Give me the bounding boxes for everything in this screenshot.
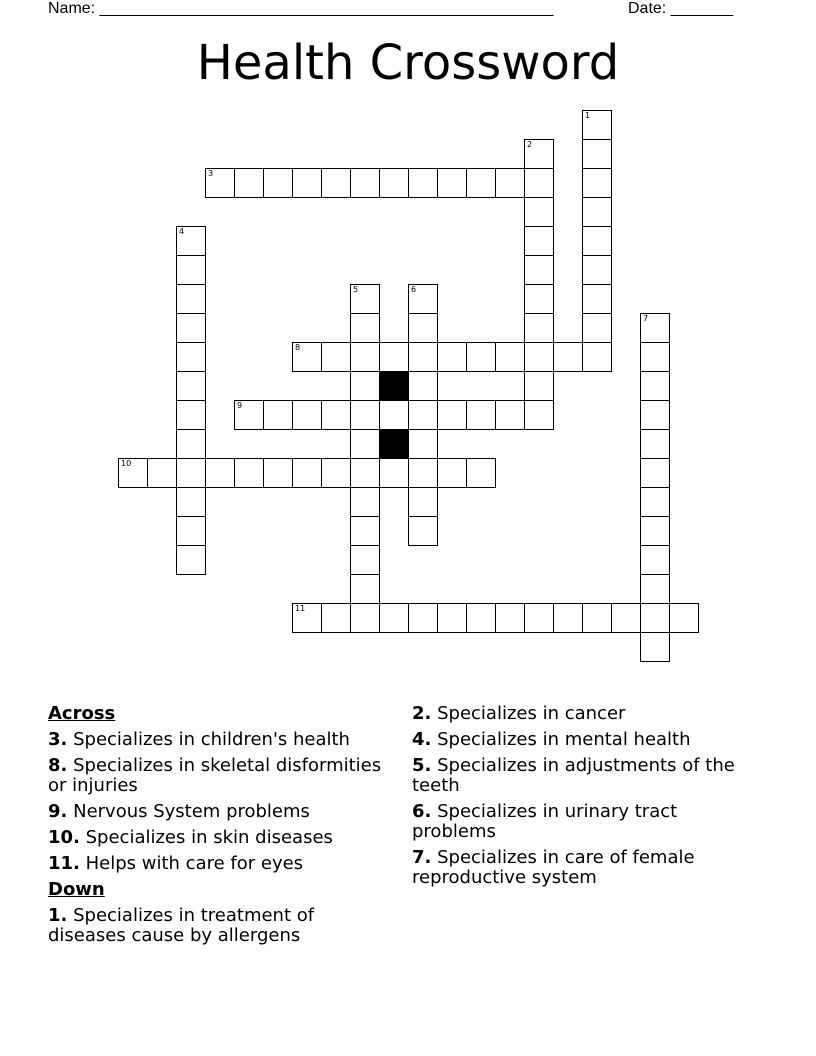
crossword-cell[interactable] [524, 255, 554, 285]
crossword-cell[interactable] [466, 458, 496, 488]
crossword-cell[interactable] [582, 226, 612, 256]
crossword-cell[interactable] [176, 487, 206, 517]
crossword-cell[interactable] [640, 342, 670, 372]
crossword-cell[interactable] [553, 342, 583, 372]
crossword-cell[interactable] [176, 284, 206, 314]
clue-item-text: Specializes in cancer [437, 703, 626, 724]
clue-item-number: 9. [48, 801, 68, 822]
crossword-cell[interactable] [234, 458, 264, 488]
crossword-cell[interactable] [495, 168, 525, 198]
crossword-cell[interactable] [350, 516, 380, 546]
crossword-cell[interactable] [466, 342, 496, 372]
clue-item [412, 730, 752, 750]
crossword-cell[interactable] [350, 458, 380, 488]
crossword-cell[interactable] [205, 168, 235, 198]
crossword-cell[interactable] [263, 168, 293, 198]
crossword-cell[interactable] [524, 139, 554, 169]
crossword-cell[interactable] [350, 400, 380, 430]
crossword-cell[interactable] [350, 313, 380, 343]
crossword-cell[interactable] [524, 342, 554, 372]
crossword-cell[interactable] [582, 168, 612, 198]
crossword-cell[interactable] [582, 603, 612, 633]
crossword-cell[interactable] [640, 632, 670, 662]
clues-column-right [412, 704, 752, 894]
crossword-cell[interactable] [640, 458, 670, 488]
clue-item-text: Specializes in children's health [73, 729, 350, 750]
clue-item-text: Specializes in skeletal disformities or injuries [48, 755, 382, 796]
clue-item [412, 848, 752, 888]
crossword-cell[interactable] [321, 342, 351, 372]
clue-item-number: 5. [412, 755, 432, 776]
crossword-cell[interactable] [292, 400, 322, 430]
crossword-cell[interactable] [292, 458, 322, 488]
crossword-cell[interactable] [263, 458, 293, 488]
crossword-cell[interactable] [350, 342, 380, 372]
date-field[interactable]: Date: _______ [628, 0, 733, 17]
crossword-cell[interactable] [350, 487, 380, 517]
crossword-cell[interactable] [524, 226, 554, 256]
black-cell [379, 371, 409, 401]
name-field[interactable]: Name: ___________________________________________________ [48, 0, 554, 17]
crossword-cell[interactable] [321, 603, 351, 633]
crossword-cell[interactable] [437, 603, 467, 633]
clue-number: 4 [179, 227, 185, 236]
crossword-cell[interactable] [582, 197, 612, 227]
clue-item-text: Nervous System problems [73, 801, 310, 822]
clue-number: 8 [295, 343, 301, 352]
clue-item-text: Specializes in skin diseases [85, 827, 333, 848]
crossword-cell[interactable] [524, 371, 554, 401]
crossword-cell[interactable] [524, 400, 554, 430]
clue-number: 5 [353, 285, 359, 294]
clue-number: 7 [643, 314, 649, 323]
crossword-cell[interactable] [524, 603, 554, 633]
crossword-cell[interactable] [466, 168, 496, 198]
crossword-cell[interactable] [118, 458, 148, 488]
clue-item [48, 802, 393, 822]
crossword-cell[interactable] [350, 429, 380, 459]
crossword-cell[interactable] [582, 342, 612, 372]
crossword-cell[interactable] [524, 284, 554, 314]
crossword-cell[interactable] [408, 458, 438, 488]
crossword-cell[interactable] [408, 516, 438, 546]
crossword-cell[interactable] [524, 168, 554, 198]
black-cell [379, 429, 409, 459]
clue-item [48, 906, 393, 946]
crossword-cell[interactable] [176, 371, 206, 401]
crossword-cell[interactable] [321, 400, 351, 430]
crossword-cell[interactable] [176, 400, 206, 430]
crossword-cell[interactable] [582, 255, 612, 285]
crossword-cell[interactable] [176, 545, 206, 575]
crossword-cell[interactable] [495, 400, 525, 430]
clue-number: 10 [121, 459, 132, 468]
crossword-cell[interactable] [321, 168, 351, 198]
clue-item-text: Specializes in urinary tract problems [412, 801, 678, 842]
crossword-cell[interactable] [408, 168, 438, 198]
crossword-cell[interactable] [176, 255, 206, 285]
clue-item-text: Helps with care for eyes [85, 853, 304, 874]
crossword-cell[interactable] [350, 371, 380, 401]
crossword-cell[interactable] [582, 110, 612, 140]
clues-column-left [48, 704, 393, 952]
crossword-cell[interactable] [640, 516, 670, 546]
crossword-cell[interactable] [437, 342, 467, 372]
crossword-cell[interactable] [408, 342, 438, 372]
clue-number: 3 [208, 169, 214, 178]
crossword-cell[interactable] [669, 603, 699, 633]
clue-section-heading: Down [48, 879, 105, 900]
clue-item [48, 756, 393, 796]
crossword-cell[interactable] [292, 603, 322, 633]
crossword-cell[interactable] [379, 342, 409, 372]
crossword-cell[interactable] [379, 458, 409, 488]
clue-item [412, 756, 752, 796]
crossword-cell[interactable] [437, 168, 467, 198]
crossword-cell[interactable] [147, 458, 177, 488]
clue-item-number: 8. [48, 755, 68, 776]
crossword-cell[interactable] [408, 371, 438, 401]
clue-item-number: 2. [412, 703, 432, 724]
crossword-cell[interactable] [640, 487, 670, 517]
clue-item-text: Specializes in care of female reproductive system [412, 847, 695, 888]
crossword-cell[interactable] [640, 545, 670, 575]
crossword-cell[interactable] [437, 400, 467, 430]
crossword-cell[interactable] [176, 458, 206, 488]
clue-item [412, 802, 752, 842]
crossword-cell[interactable] [408, 487, 438, 517]
crossword-cell[interactable] [553, 603, 583, 633]
crossword-cell[interactable] [408, 429, 438, 459]
crossword-cell[interactable] [350, 545, 380, 575]
crossword-cell[interactable] [640, 429, 670, 459]
clue-number: 11 [295, 604, 306, 613]
crossword-cell[interactable] [408, 400, 438, 430]
crossword-cell[interactable] [408, 284, 438, 314]
crossword-cell[interactable] [408, 313, 438, 343]
clue-number: 2 [527, 140, 533, 149]
crossword-cell[interactable] [350, 168, 380, 198]
crossword-cell[interactable] [292, 168, 322, 198]
clue-item-number: 4. [412, 729, 432, 750]
crossword-cell[interactable] [379, 603, 409, 633]
crossword-cell[interactable] [350, 574, 380, 604]
crossword-cell[interactable] [176, 429, 206, 459]
clue-item-number: 6. [412, 801, 432, 822]
crossword-cell[interactable] [176, 313, 206, 343]
clue-item [48, 730, 393, 750]
crossword-cell[interactable] [524, 313, 554, 343]
clue-section-heading: Across [48, 703, 116, 724]
crossword-cell[interactable] [611, 603, 641, 633]
crossword-cell[interactable] [176, 342, 206, 372]
clue-number: 6 [411, 285, 417, 294]
crossword-cell[interactable] [640, 400, 670, 430]
crossword-cell[interactable] [640, 313, 670, 343]
crossword-cell[interactable] [466, 603, 496, 633]
crossword-cell[interactable] [524, 197, 554, 227]
crossword-cell[interactable] [379, 400, 409, 430]
crossword-cell[interactable] [582, 313, 612, 343]
clue-item [48, 854, 393, 874]
crossword-cell[interactable] [234, 168, 264, 198]
clue-item-text: Specializes in adjustments of the teeth [412, 755, 735, 796]
clue-number: 1 [585, 111, 591, 120]
crossword-cell[interactable] [495, 603, 525, 633]
clue-item [48, 828, 393, 848]
crossword-cell[interactable] [350, 603, 380, 633]
crossword-cell[interactable] [176, 516, 206, 546]
crossword-cell[interactable] [234, 400, 264, 430]
clue-item-number: 3. [48, 729, 68, 750]
crossword-cell[interactable] [321, 458, 351, 488]
crossword-cell[interactable] [582, 284, 612, 314]
crossword-cell[interactable] [263, 400, 293, 430]
clue-item-number: 10. [48, 827, 80, 848]
clue-item-number: 7. [412, 847, 432, 868]
crossword-cell[interactable] [640, 574, 670, 604]
crossword-cell[interactable] [205, 458, 235, 488]
clue-item [412, 704, 752, 724]
crossword-cell[interactable] [466, 400, 496, 430]
crossword-cell[interactable] [408, 603, 438, 633]
page-title: Health Crossword [196, 35, 620, 91]
crossword-cell[interactable] [640, 371, 670, 401]
crossword-cell[interactable] [350, 284, 380, 314]
clue-item-text: Specializes in mental health [437, 729, 691, 750]
clue-number: 9 [237, 401, 243, 410]
clue-item-number: 1. [48, 905, 68, 926]
crossword-cell[interactable] [582, 139, 612, 169]
clue-item-number: 11. [48, 853, 80, 874]
crossword-cell[interactable] [292, 342, 322, 372]
crossword-cell[interactable] [176, 226, 206, 256]
crossword-cell[interactable] [495, 342, 525, 372]
crossword-cell[interactable] [437, 458, 467, 488]
crossword-cell[interactable] [640, 603, 670, 633]
crossword-cell[interactable] [379, 168, 409, 198]
clue-item-text: Specializes in treatment of diseases cause by allergens [48, 905, 315, 946]
